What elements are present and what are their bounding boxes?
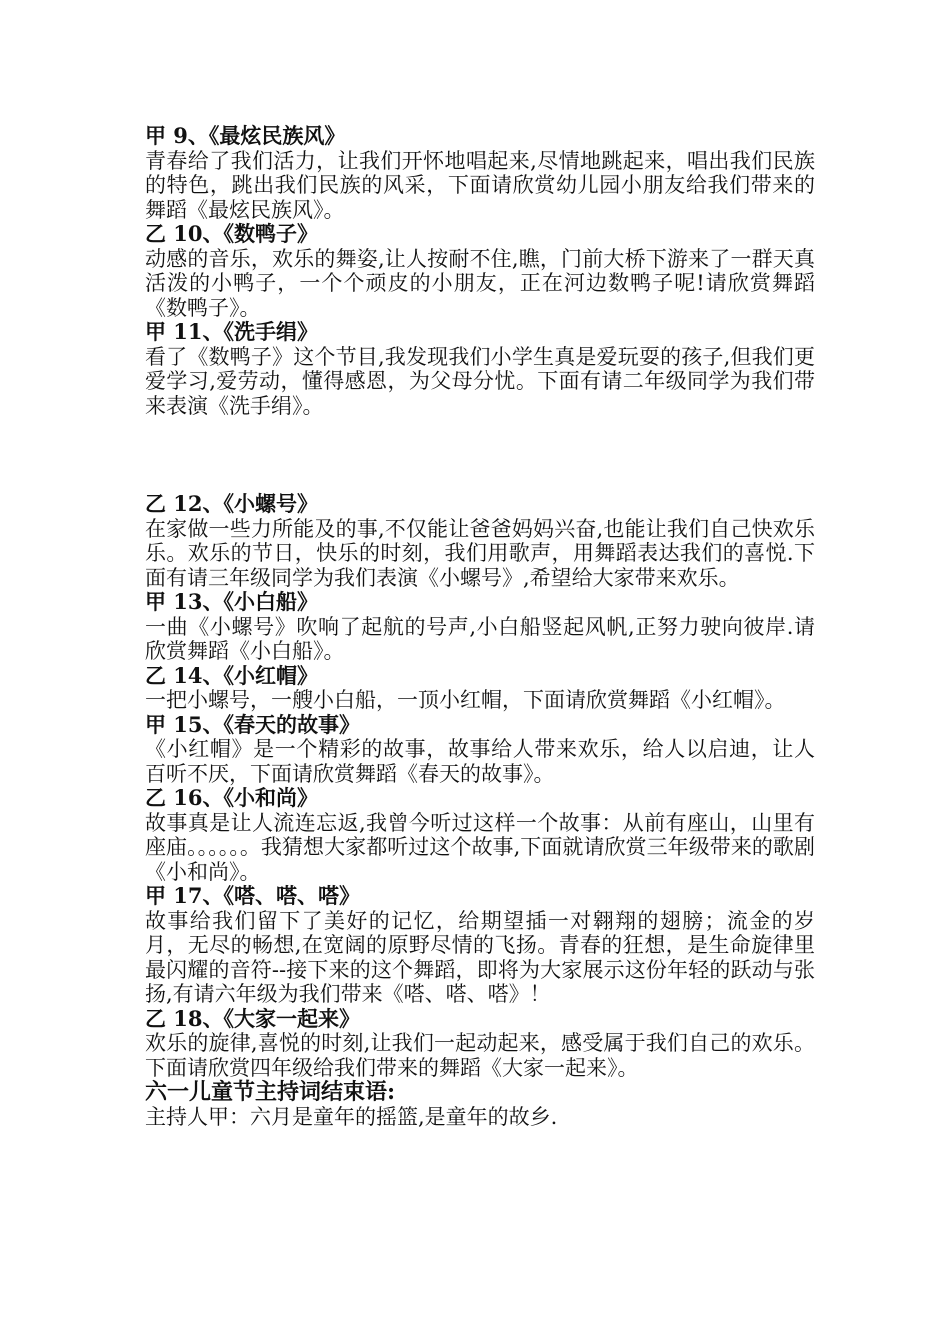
program-heading-17: 甲 17、《嗒、嗒、嗒》 — [145, 883, 361, 908]
program-heading-12: 乙 12、《小螺号》 — [145, 491, 319, 516]
program-heading-11: 甲 11、《洗手绢》 — [145, 319, 319, 344]
program-intro-13: 一曲《小螺号》吹响了起航的号声,小白船竖起风帆,正努力驶向彼岸.请欣赏舞蹈《小白船》。 — [145, 614, 815, 663]
program-intro-12: 在家做一些力所能及的事,不仅能让爸爸妈妈兴奋,也能让我们自己快欢乐乐。欢乐的节日，快乐的时刻，我们用歌声，用舞蹈表达我们的喜悦.下面有请三年级同学为我们表演《小螺号》,希望给大家带来欢乐。 — [145, 516, 815, 590]
closing-line-host-a: 主持人甲：六月是童年的摇篮,是童年的故乡. — [145, 1104, 558, 1129]
program-intro-10: 动感的音乐，欢乐的舞姿,让人按耐不住,瞧，门前大桥下游来了一群天真活泼的小鸭子，一个个顽皮的小朋友，正在河边数鸭子呢!请欣赏舞蹈《数鸭子》。 — [145, 246, 815, 320]
program-intro-14: 一把小螺号，一艘小白船，一顶小红帽，下面请欣赏舞蹈《小红帽》。 — [145, 688, 786, 712]
program-heading-18: 乙 18、《大家一起来》 — [145, 1005, 361, 1031]
page-gap — [145, 418, 815, 492]
program-intro-9: 青春给了我们活力，让我们开怀地唱起来,尽情地跳起来，唱出我们民族的特色，跳出我们民族的风采，下面请欣赏幼儿园小朋友给我们带来的舞蹈《最炫民族风》。 — [145, 148, 815, 222]
program-heading-9: 甲 9、《最炫民族风》 — [145, 123, 346, 148]
program-heading-13: 甲 13、《小白船》 — [145, 589, 319, 614]
program-intro-11: 看了《数鸭子》这个节目,我发现我们小学生真是爱玩耍的孩子,但我们更爱学习,爱劳动，懂得感恩，为父母分忧。下面有请二年级同学为我们带来表演《洗手绢》。 — [145, 344, 815, 418]
program-heading-16: 乙 16、《小和尚》 — [145, 785, 319, 810]
program-intro-18: 欢乐的旋律,喜悦的时刻,让我们一起动起来，感受属于我们自己的欢乐。下面请欣赏四年级给我们带来的舞蹈《大家一起来》。 — [145, 1031, 815, 1080]
program-intro-17: 故事给我们留下了美好的记忆，给期望插一对翱翔的翅膀；流金的岁月，无尽的畅想,在宽阔的原野尽情的飞扬。青春的狂想，是生命旋律里最闪耀的音符--接下来的这个舞蹈，即将为大家展示这份年轻的跃动与张扬,有请六年级为我们带来《嗒、嗒、嗒》！ — [145, 908, 815, 1006]
program-intro-15: 《小红帽》是一个精彩的故事，故事给人带来欢乐，给人以启迪，让人百听不厌，下面请欣赏舞蹈《春天的故事》。 — [145, 737, 815, 786]
program-intro-16: 故事真是让人流连忘返,我曾今听过这样一个故事：从前有座山，山里有座庙。。。。。。我猜想大家都听过这个故事,下面就请欣赏三年级带来的歌剧《小和尚》。 — [145, 810, 815, 884]
closing-section-title: 六一儿童节主持词结束语: — [145, 1079, 396, 1105]
program-heading-10: 乙 10、《数鸭子》 — [145, 221, 319, 246]
program-heading-15: 甲 15、《春天的故事》 — [145, 711, 361, 737]
program-heading-14: 乙 14、《小红帽》 — [145, 662, 319, 688]
document-page — [145, 124, 815, 1129]
